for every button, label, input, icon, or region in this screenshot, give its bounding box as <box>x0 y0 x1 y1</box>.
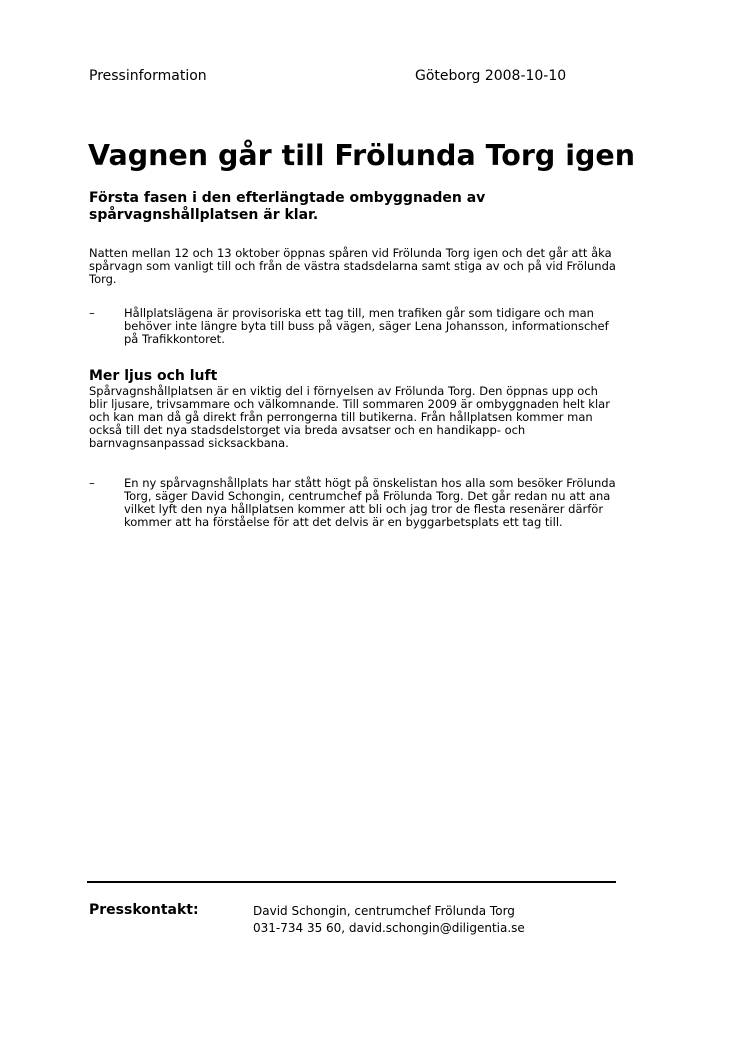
section-paragraph: Spårvagnshållplatsen är en viktig del i förnyelsen av Frölunda Torg. Den öppnas upp och blir ljusare, trivsammare och välkomnande. Till sommaren 2009 är ombyggnaden helt klar och kan man då gå direkt från perrongerna till butikerna. Från hållplatsen kommer man också till det nya stadsdelstorget via breda avsatser och en handikapp- och barnvagnsanpassad sicksackbana. <box>89 384 610 450</box>
page-subtitle: Första fasen i den efterlängtade ombyggnaden av spårvagnshållplatsen är klar. <box>89 190 486 223</box>
quote-dash: – <box>89 306 95 320</box>
quote-text: En ny spårvagnshållplats har stått högt på önskelistan hos alla som besöker Frölunda Torg, säger David Schongin, centrumchef på Frölunda Torg. Det går redan nu att ana vilket lyft den nya hållplatsen kommer att bli och jag tror de flesta resenärer därför kommer att ha förståelse för att det delvis är en byggarbetsplats ett tag till. <box>124 476 616 529</box>
quote-lena-johansson <box>89 307 619 346</box>
footer-divider <box>87 881 616 883</box>
section-heading: Mer ljus och luft <box>89 368 218 384</box>
intro-paragraph: Natten mellan 12 och 13 oktober öppnas spåren vid Frölunda Torg igen och det går att åka spårvagn som vanligt till och från de västra stadsdelarna samt stiga av och på vid Frölunda Torg. <box>89 246 616 286</box>
contact-details <box>253 903 525 937</box>
quote-dash: – <box>89 476 95 490</box>
page-title: Vagnen går till Frölunda Torg igen <box>88 139 636 172</box>
contact-label: Presskontakt: <box>89 902 199 918</box>
contact-name-line: David Schongin, centrumchef Frölunda Torg <box>253 904 515 918</box>
header-place-date: Göteborg 2008-10-10 <box>415 68 567 84</box>
contact-phone-email-line: 031-734 35 60, david.schongin@diligentia.se <box>253 921 525 935</box>
header-label: Pressinformation <box>89 68 207 84</box>
quote-text: Hållplatslägena är provisoriska ett tag till, men trafiken går som tidigare och man behöver inte längre byta till buss på vägen, säger Lena Johansson, informationschef på Trafikkontoret. <box>124 306 609 346</box>
quote-david-schongin <box>89 477 619 529</box>
